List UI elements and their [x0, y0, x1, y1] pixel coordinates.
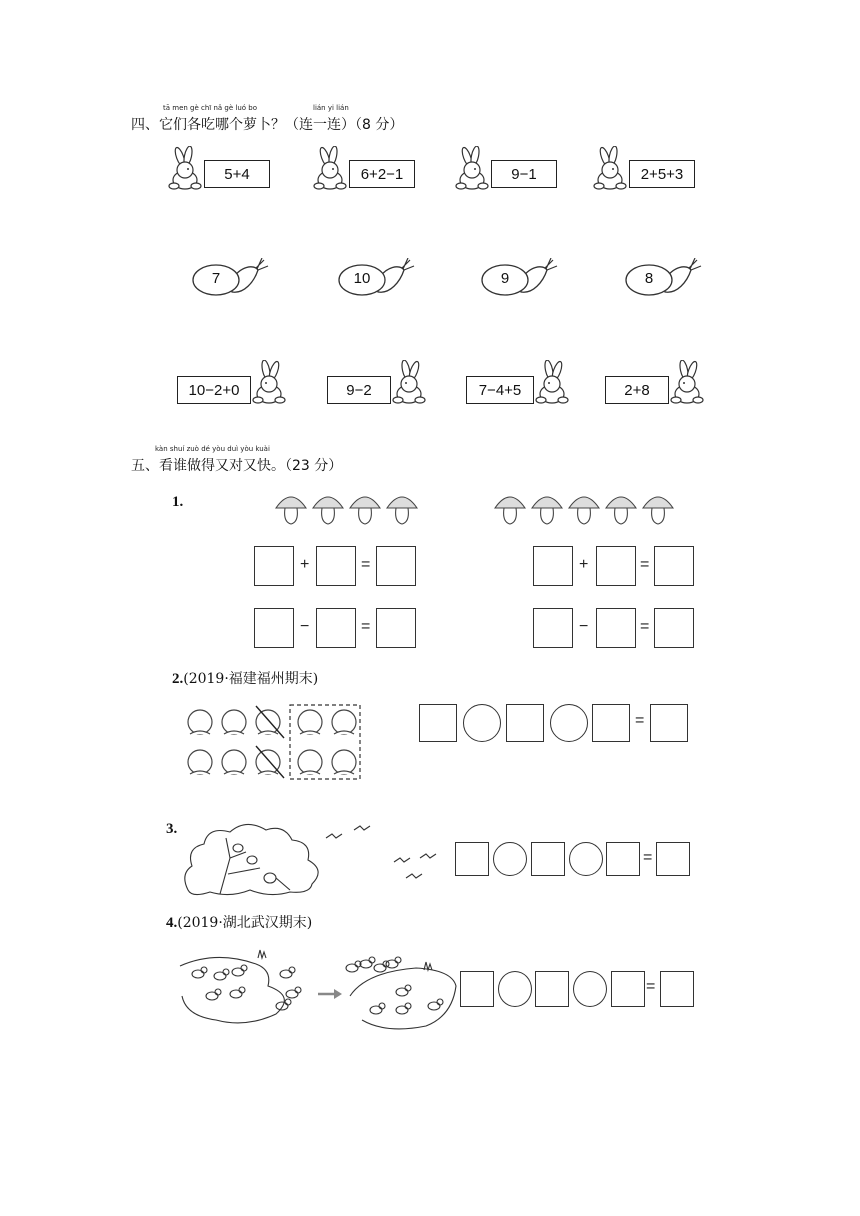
- answer-box[interactable]: [656, 842, 690, 876]
- answer-box[interactable]: [660, 971, 694, 1007]
- answer-box[interactable]: [592, 704, 630, 742]
- rabbit-icon: [668, 360, 704, 406]
- answer-box[interactable]: [531, 842, 565, 876]
- pinyin-title-b: lián yi lián: [313, 104, 349, 112]
- rabbit-icon: [313, 146, 349, 192]
- plus-sign: +: [579, 556, 589, 573]
- answer-box[interactable]: [316, 608, 356, 648]
- plus-sign: +: [300, 556, 310, 573]
- equals-sign: =: [361, 618, 371, 635]
- top-expression-box[interactable]: 5+4: [204, 160, 270, 188]
- operator-circle[interactable]: [493, 842, 527, 876]
- q4-number-text: 4.: [166, 915, 178, 931]
- mushrooms-left-icon: [273, 488, 453, 528]
- operator-circle[interactable]: [569, 842, 603, 876]
- equals-sign: =: [640, 556, 650, 573]
- carrot-number: 7: [211, 270, 221, 287]
- carrot-number: 9: [500, 270, 510, 287]
- minus-sign: −: [579, 618, 589, 635]
- rabbit-icon: [168, 146, 204, 192]
- answer-box[interactable]: [254, 608, 294, 648]
- answer-box[interactable]: [533, 546, 573, 586]
- operator-circle[interactable]: [498, 971, 532, 1007]
- pinyin-title-a: tā men gè chī nǎ gè luó bo: [163, 104, 258, 112]
- answer-box[interactable]: [316, 546, 356, 586]
- carrot-item-1[interactable]: [192, 258, 272, 302]
- section5-title: 五、看谁做得又对又快。（23 分）: [131, 458, 343, 474]
- equals-sign: =: [640, 618, 650, 635]
- carrot-number: 8: [644, 270, 654, 287]
- answer-box[interactable]: [419, 704, 457, 742]
- carrot-number: 10: [353, 270, 371, 287]
- equals-sign: =: [361, 556, 371, 573]
- equals-sign: =: [635, 712, 645, 729]
- q2-source: (2019·福建福州期末): [183, 671, 319, 687]
- top-expression-box[interactable]: 2+5+3: [629, 160, 695, 188]
- operator-circle[interactable]: [573, 971, 607, 1007]
- section4-title: 四、它们各吃哪个萝卜？（连一连）（8 分）: [131, 117, 404, 133]
- operator-circle[interactable]: [550, 704, 588, 742]
- answer-box[interactable]: [611, 971, 645, 1007]
- equals-sign: =: [646, 978, 656, 995]
- pinyin-section5: kàn shuí zuò dé yòu duì yòu kuài: [155, 445, 270, 453]
- q4-source: (2019·湖北武汉期末): [177, 915, 313, 931]
- q1-number: 1.: [172, 494, 184, 510]
- answer-box[interactable]: [650, 704, 688, 742]
- top-expression-box[interactable]: 6+2−1: [349, 160, 415, 188]
- bottom-expression-box[interactable]: 7−4+5: [466, 376, 534, 404]
- q3-number: 3.: [166, 821, 178, 837]
- answer-box[interactable]: [455, 842, 489, 876]
- answer-box[interactable]: [596, 608, 636, 648]
- rabbit-icon: [593, 146, 629, 192]
- rabbit-icon: [455, 146, 491, 192]
- bottom-expression-box[interactable]: 10−2+0: [177, 376, 251, 404]
- answer-box[interactable]: [254, 546, 294, 586]
- rabbit-icon: [250, 360, 286, 406]
- carrot-item-3[interactable]: [481, 258, 561, 302]
- tree-birds-icon: [180, 818, 440, 898]
- answer-box[interactable]: [596, 546, 636, 586]
- answer-box[interactable]: [654, 608, 694, 648]
- minus-sign: −: [300, 618, 310, 635]
- q2-number: [172, 668, 318, 688]
- peaches-icon: [182, 702, 364, 782]
- carrot-item-4[interactable]: [625, 258, 705, 302]
- carrot-item-2[interactable]: [338, 258, 418, 302]
- rabbit-icon: [533, 360, 569, 406]
- answer-box[interactable]: [606, 842, 640, 876]
- operator-circle[interactable]: [463, 704, 501, 742]
- rabbit-icon: [390, 360, 426, 406]
- answer-box[interactable]: [654, 546, 694, 586]
- answer-box[interactable]: [460, 971, 494, 1007]
- answer-box[interactable]: [376, 608, 416, 648]
- answer-box[interactable]: [533, 608, 573, 648]
- top-expression-box[interactable]: 9−1: [491, 160, 557, 188]
- answer-box[interactable]: [535, 971, 569, 1007]
- ducks-pond-icon: [176, 946, 458, 1036]
- answer-box[interactable]: [376, 546, 416, 586]
- q4-number: [166, 912, 312, 932]
- q2-number-text: 2.: [172, 671, 184, 687]
- answer-box[interactable]: [506, 704, 544, 742]
- mushrooms-right-icon: [492, 488, 682, 528]
- equals-sign: =: [643, 849, 653, 866]
- bottom-expression-box[interactable]: 2+8: [605, 376, 669, 404]
- bottom-expression-box[interactable]: 9−2: [327, 376, 391, 404]
